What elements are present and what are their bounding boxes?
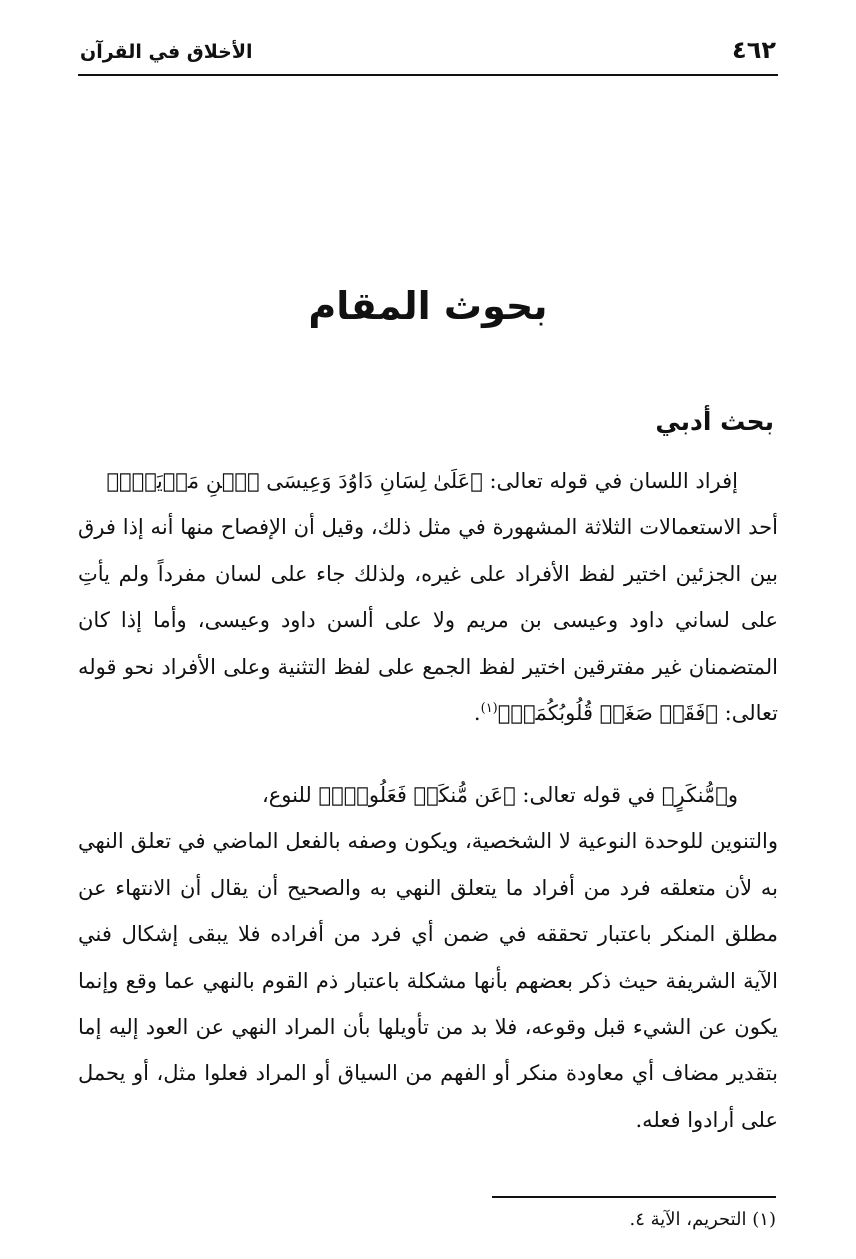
quran-quote: ﴿فَقَدۡ صَغَتۡ قُلُوبُكُمَاۖ﴾ [497,701,718,726]
book-title: الأخلاق في القرآن [80,41,253,63]
footnote-divider [492,1196,776,1198]
subsection-title: بحث أدبي [655,407,774,436]
paragraph-1-text: أحد الاستعمالات الثلاثة المشهورة في مثل ذلك، وقيل أن الإفصاح منها أنه إذا فرق بين الجزئين اختير لفظ الأفراد على غيره، ولذلك جاء على لسان مفرداً ولم يأتِ على لساني داود وعيسى بن مريم ولا على ألسن داود وعيسى، وأما إذا كان المتضمنان غير مفترقين اختير لفظ الجمع على لفظ التثنية وعلى الأفراد نحو قوله تعالى: [78,515,778,726]
paragraph-2 [78,772,778,1143]
paragraph-1 [78,458,778,736]
section-title: بحوث المقام [308,284,548,328]
paragraph-1-end: . [473,701,481,726]
paragraph-2-first-line: و﴿مُّنكَرٍ﴾ في قوله تعالى: ﴿عَن مُّنكَرٖ فَعَلُوهُۚ﴾ للنوع، [261,783,738,807]
paragraph-2-text: والتنوين للوحدة النوعية لا الشخصية، ويكون وصفه بالفعل الماضي في تعلق النهي به لأن متعلقه فرد من أفراد ما يتعلق النهي به والصحيح أن يقال أن الانتهاء عن مطلق المنكر باعتبار تحققه في ضمن أي فرد من أفراده فلا يبقى إشكال فني الآية الشريفة حيث ذكر بعضهم بأنها مشكلة باعتبار ذم القوم بالنهي عما وقع وإنما يكون عن الشيء قبل وقوعه، فلا بد من تأويلها بأن المراد النهي عن العود إليه إما بتقدير مضاف أي معاودة منكر أو الفهم من السياق أو المراد فعلوا مثل، أو يحمل على أرادوا فعله. [78,829,778,1132]
page-number: ٤٦٢ [732,36,776,64]
footnote-reference: (١) [480,701,498,717]
footnote: (١) التحريم، الآية ٤. [629,1209,776,1230]
header-divider [78,74,778,76]
running-header [78,34,778,74]
paragraph-1-first-line: إفراد اللسان في قوله تعالى: ﴿عَلَىٰ لِسَانِ دَاوُدَ وَعِيسَى ٱبۡنِ مَرۡيَمَۚ﴾ [106,469,738,493]
